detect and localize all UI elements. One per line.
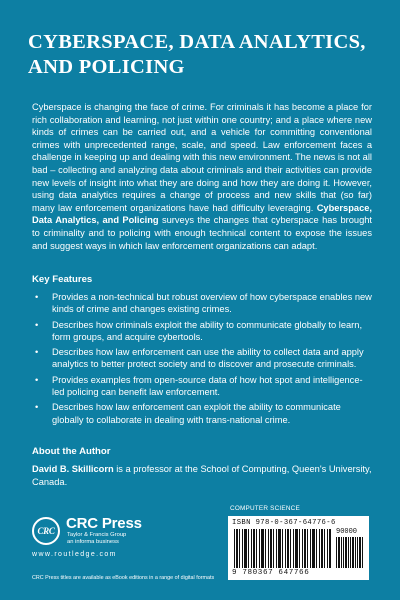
key-features-list [32,291,372,429]
barcode-icon [234,529,331,568]
publisher-group [67,532,126,546]
isbn-number: ISBN 978-0-367-64776-6 [232,519,336,527]
key-features-heading: Key Features [32,274,93,285]
publisher-group-line-1: Taylor & Francis Group [67,532,127,538]
ebook-note: CRC Press titles are available as eBook editions in a range of digital formats [32,575,215,581]
feature-item: • Describes how criminals exploit the ability to communicate globally to learn, form groups, and acquire cybertools. [32,319,372,343]
author-bio [32,463,372,488]
about-author-heading: About the Author [32,446,111,457]
description-text-1: Cyberspace is changing the face of crime. For criminals it has become a place for rich collaboration and learning, not just within one country; and a place where new kinds of crimes can be carried out, and a vehicle for committing conventional crimes with unprecedented range, scale, and speed. Law enforcement faces a challenge in keeping up and dealing with this new environment. The news is not all bad – collecting and analyzing data about criminals and their activities can provide new levels of insight into what they are doing and how they are doing it. However, using data analytics requires a change of process and new skills that (so far) many law enforcement organizations have had difficulty leveraging. [32,102,372,213]
publisher-name: CRC Press [66,515,142,532]
crc-logo-icon: CRC [32,517,60,545]
author-bio-text: is a professor at the School of Computing, Queen's University, Canada. [32,464,372,487]
addon-barcode-icon [336,537,364,568]
author-name: David B. Skillicorn [32,464,114,474]
book-title: CYBERSPACE, DATA ANALYTICS, AND POLICING [28,31,366,78]
feature-item: • Describes how law enforcement can use the ability to collect data and apply analytics to better protect society and to discover and prosecute criminals. [32,346,372,370]
barcode-panel [228,516,369,580]
ean-number: 9 780367 647766 [232,569,310,577]
description-text-2: surveys the changes that cyberspace has brought to criminality and to policing with enough technical content to expose the issues and suggest ways in which law enforcement organizations can adapt. [32,215,372,251]
description-bold-title: Cyberspace, Data Analytics, and Policing [32,202,372,226]
feature-item: • Provides examples from open-source data of how hot spot and intelligence-led policing can benefit law enforcement. [32,374,372,398]
publisher-group-line-2: an informa business [67,539,119,545]
book-description [32,101,372,252]
publisher-website: www.routledge.com [32,551,117,558]
feature-item: • Provides a non-technical but robust overview of how cyberspace enables new kinds of crime and changes existing crimes. [32,291,372,315]
subject-category: COMPUTER SCIENCE [230,505,300,512]
feature-item: • Describes how law enforcement can exploit the ability to communicate globally to collaborate in dealing with trans-national crime. [32,401,372,425]
barcode-addon: 90000 [336,528,358,536]
